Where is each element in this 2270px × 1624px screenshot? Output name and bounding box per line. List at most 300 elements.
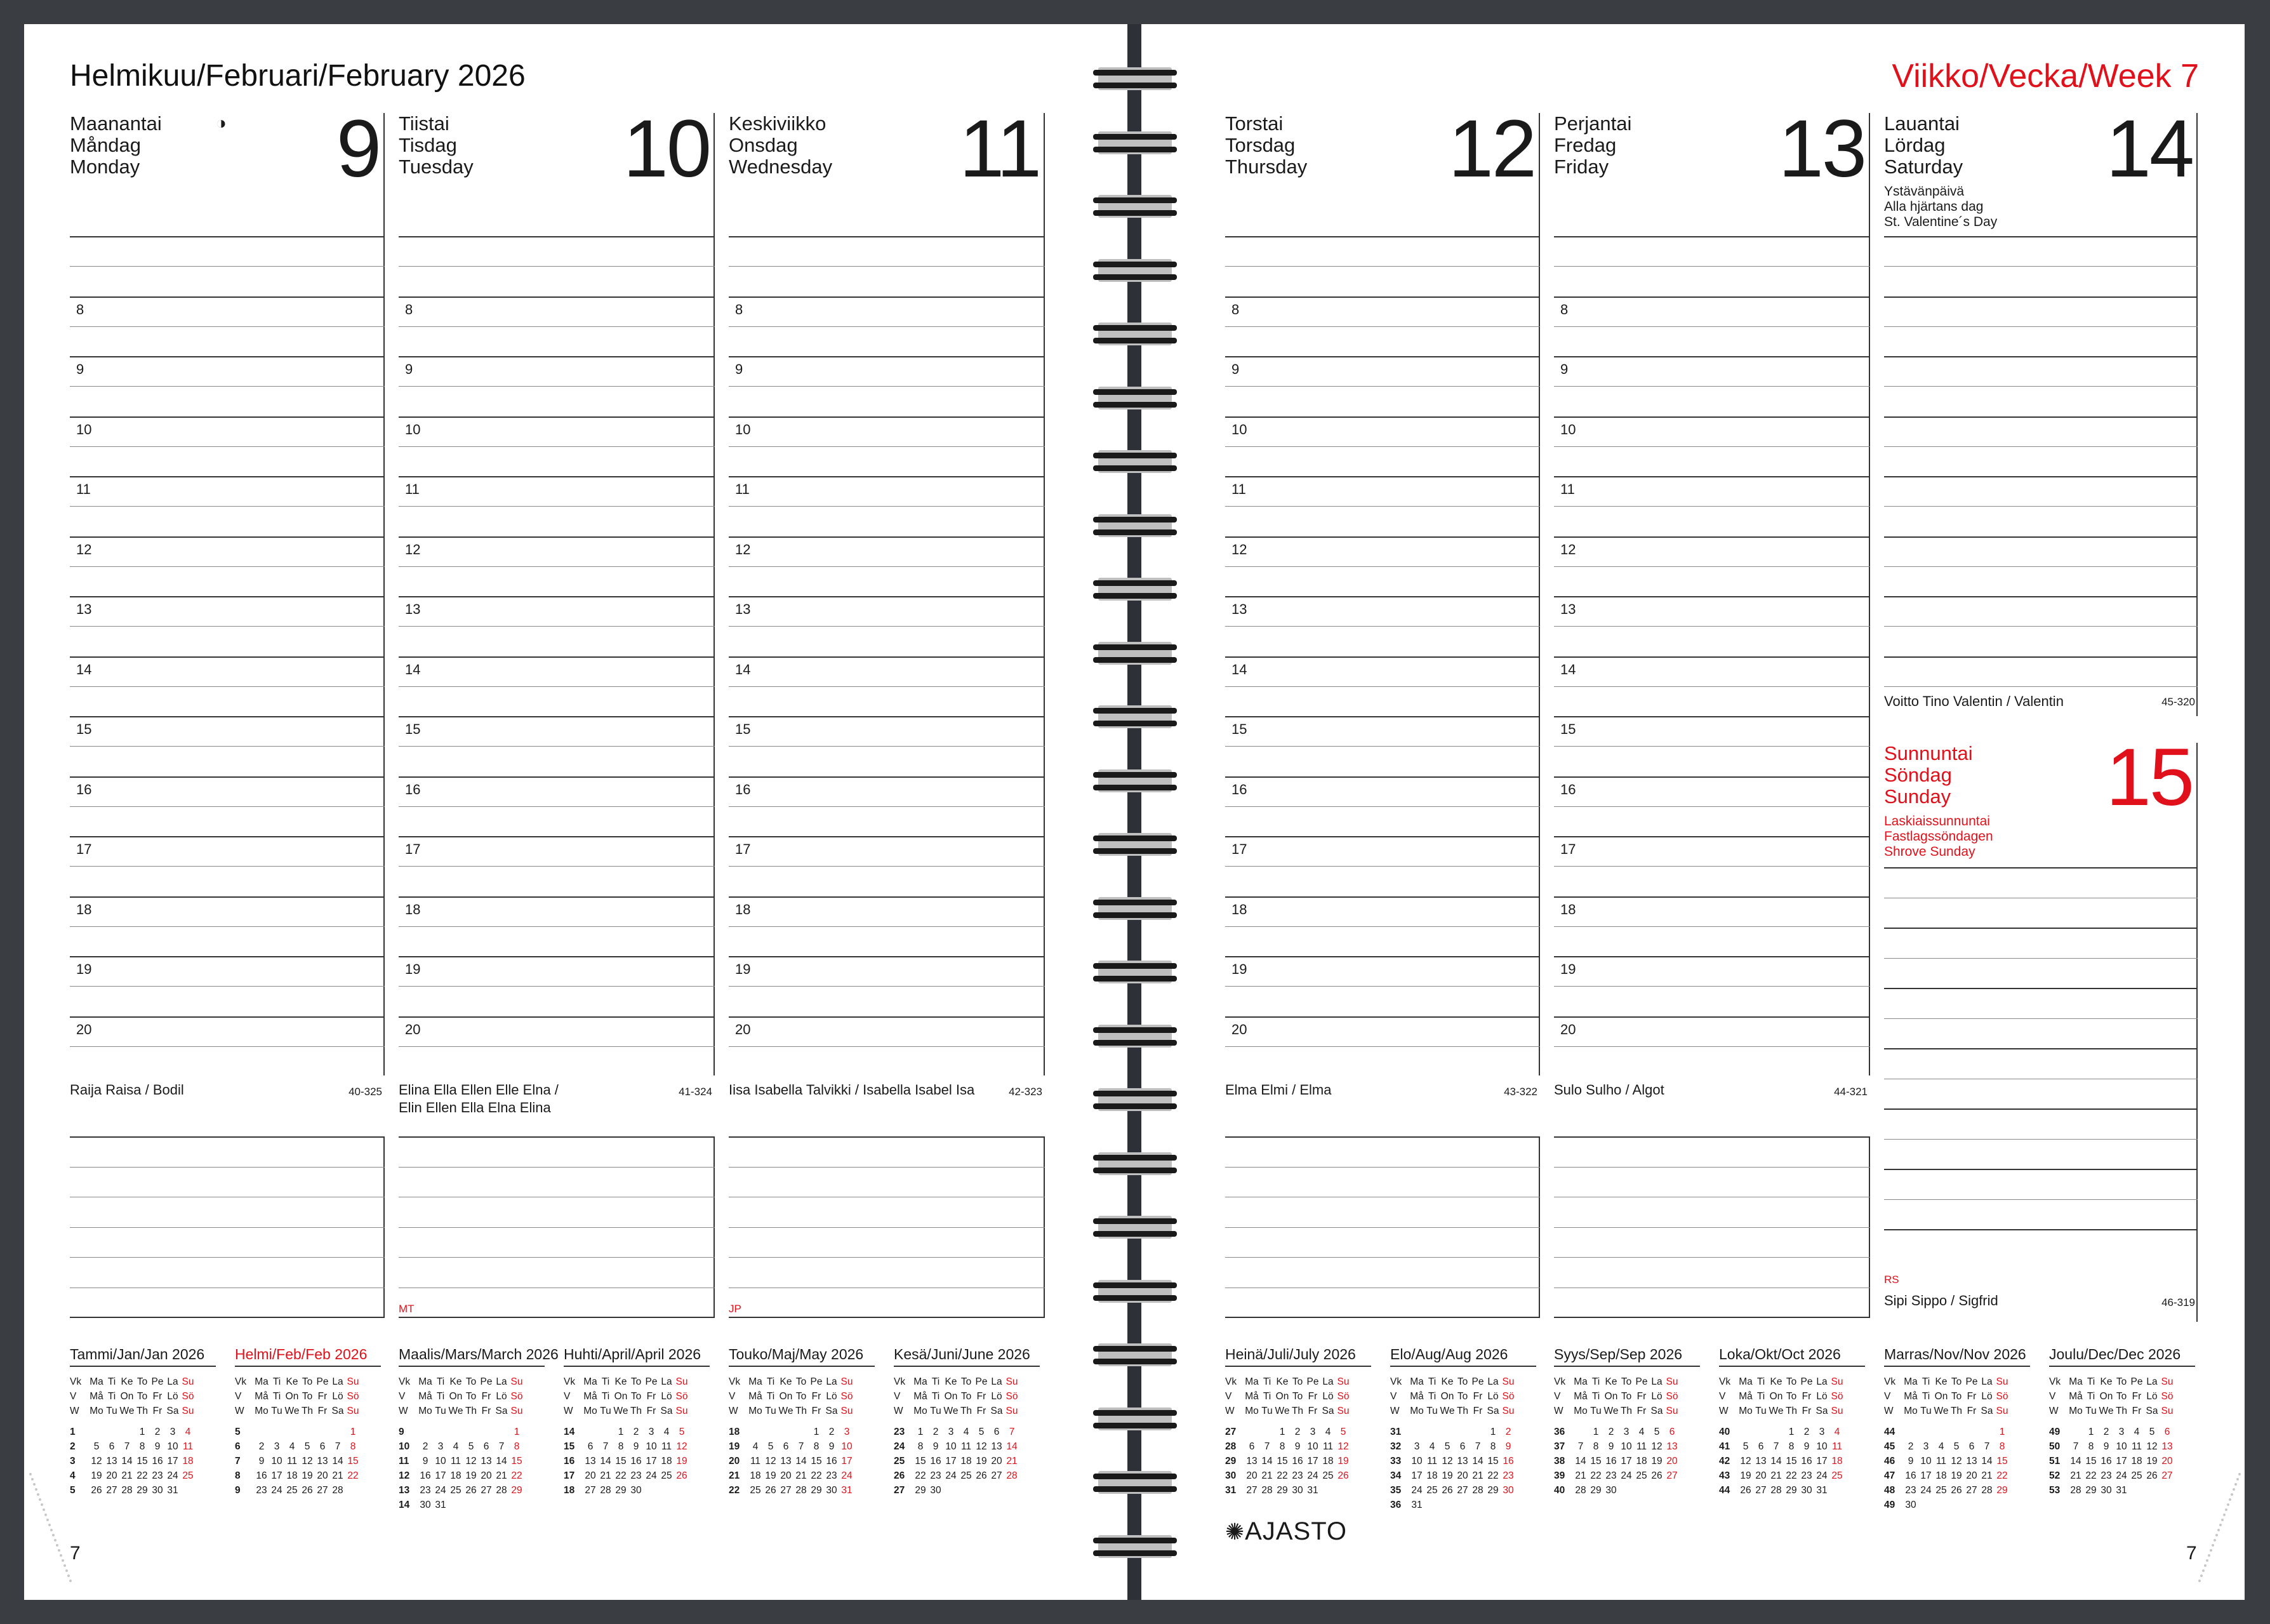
mini-day-cell: 22 [915, 1470, 926, 1481]
day-name-fi: Keskiviikko [729, 112, 826, 135]
hour-line [399, 476, 715, 477]
hour-label: 17 [76, 841, 92, 857]
mini-day-cell: 20 [1755, 1470, 1767, 1481]
mini-header-cell: Ti [931, 1391, 940, 1402]
half-hour-line [1554, 386, 1870, 387]
hour-line [1554, 836, 1870, 837]
mini-day-cell: 16 [420, 1470, 431, 1481]
logo-text: AJASTO [1245, 1517, 1348, 1545]
mini-calendar-title: Loka/Okt/Oct 2026 [1719, 1347, 1865, 1367]
mini-day-cell: 17 [167, 1456, 178, 1467]
half-hour-line [729, 746, 1045, 747]
spiral-ring [1093, 1470, 1177, 1495]
mini-day-cell: 18 [182, 1456, 194, 1467]
mini-day-cell: 2 [828, 1427, 835, 1437]
day-name-en: Wednesday [729, 156, 833, 178]
mini-day-cell: 24 [841, 1470, 853, 1481]
day-name-en: Monday [70, 156, 140, 178]
hour-line [399, 896, 715, 898]
hour-line [399, 536, 715, 538]
hour-line [399, 296, 715, 298]
mini-header-cell: On [120, 1391, 134, 1402]
mini-day-cell: 31 [167, 1485, 178, 1496]
mini-day-cell: 6 [993, 1427, 1000, 1437]
hour-line [1225, 596, 1540, 597]
mini-header-cell: We [943, 1406, 959, 1416]
mini-day-cell: 13 [2161, 1441, 2173, 1452]
mini-header-cell: Th [1785, 1406, 1798, 1416]
corner-dot [2210, 1549, 2212, 1552]
hour-line [70, 656, 385, 658]
mini-header-cell: Fr [152, 1406, 163, 1416]
day-code: 44-321 [1834, 1086, 1868, 1098]
mini-day-cell [1619, 1483, 1634, 1498]
ajasto-logo [1225, 1517, 1347, 1546]
sat-half-line [1884, 386, 2198, 387]
mini-day-cell: 18 [2131, 1456, 2142, 1467]
hour-label: 20 [1560, 1021, 1576, 1037]
corner-dot [35, 1488, 37, 1491]
mini-day-cell: 8 [1279, 1441, 1285, 1452]
mini-header-cell: V [564, 1391, 571, 1402]
mini-day-cell: 18 [1636, 1456, 1647, 1467]
mini-header-cell: Tu [1590, 1406, 1602, 1416]
mini-header-cell: Fr [1308, 1406, 1318, 1416]
day-name-sv: Torsdag [1225, 134, 1296, 156]
corner-dot [43, 1508, 45, 1511]
day-number: 12 [1448, 103, 1535, 194]
mini-day-cell: 11 [450, 1456, 461, 1467]
mini-day-cell: 13 [1666, 1441, 1678, 1452]
mini-day-cell: 14 [795, 1456, 807, 1467]
mini-day-cell: 28 [795, 1485, 807, 1496]
hour-line [70, 1016, 385, 1018]
mini-day-cell: 11 [182, 1441, 194, 1452]
notes-line [70, 1167, 385, 1168]
mini-header-cell: Su [347, 1406, 359, 1416]
mini-header-cell: Ti [1922, 1391, 1930, 1402]
mini-header-cell: V [2049, 1391, 2056, 1402]
mini-header-cell: Lö [661, 1391, 672, 1402]
sat-line [1884, 476, 2198, 477]
mini-day-cell: 11 [750, 1456, 761, 1467]
mini-day-cell: 7 [1475, 1441, 1481, 1452]
day-code: 45-320 [2161, 696, 2195, 708]
mini-day-cell [119, 1425, 135, 1439]
mini-day-cell: 21 [1981, 1470, 1993, 1481]
mini-day-cell: 20 [991, 1456, 1002, 1467]
mini-day-cell: 29 [1487, 1485, 1499, 1496]
mini-header-cell: Mo [1245, 1406, 1259, 1416]
mini-header-cell: To [960, 1376, 972, 1387]
half-hour-line [399, 746, 715, 747]
half-hour-line [729, 926, 1045, 927]
mini-day-cell: 28 [600, 1485, 611, 1496]
mini-header-cell: We [1275, 1406, 1290, 1416]
mini-day-cell [1964, 1425, 1979, 1439]
week-title: Viikko/Vecka/Week 7 [1892, 58, 2199, 95]
mini-header-cell: We [1603, 1406, 1619, 1416]
spiral-ring [1093, 321, 1177, 347]
hour-line [70, 236, 385, 237]
mini-day-cell: 10 [1621, 1441, 1632, 1452]
hour-line [70, 416, 385, 418]
mini-day-cell: 26 [1951, 1485, 1962, 1496]
mini-day-cell: 29 [1786, 1485, 1797, 1496]
mini-header-cell: Tu [1426, 1406, 1438, 1416]
mini-day-cell: 29 [136, 1485, 148, 1496]
sat-line [1884, 416, 2198, 418]
mini-day-cell: 11 [960, 1441, 972, 1452]
mini-day-cell: 22 [1996, 1470, 2008, 1481]
mini-header-cell: Fr [976, 1391, 986, 1402]
mini-day-cell: 7 [1577, 1441, 1584, 1452]
mini-calendar-title: Syys/Sep/Sep 2026 [1554, 1347, 1700, 1367]
hour-label: 10 [735, 421, 751, 437]
mini-header-cell: Ti [601, 1376, 610, 1387]
mini-day-cell: 23 [630, 1470, 642, 1481]
mini-header-cell: On [1440, 1391, 1454, 1402]
half-hour-line [399, 566, 715, 567]
corner-dot [2200, 1574, 2203, 1577]
mini-header-cell: To [1621, 1376, 1632, 1387]
mini-header-cell: Pe [1965, 1376, 1978, 1387]
mini-day-cell: 8 [350, 1441, 356, 1452]
hour-line [1225, 416, 1540, 418]
mini-day-cell [1573, 1425, 1588, 1439]
mini-header-cell: Su [1502, 1376, 1515, 1387]
hour-line [1225, 536, 1540, 538]
mini-day-cell: 7 [235, 1456, 241, 1467]
mini-header-cell: W [1554, 1406, 1563, 1416]
mini-day-cell: 2 [1505, 1427, 1511, 1437]
mini-day-cell: 22 [2085, 1470, 2097, 1481]
mini-day-cell: 18 [1831, 1456, 1843, 1467]
mini-day-cell: 28 [121, 1485, 133, 1496]
mini-header-cell: W [1225, 1406, 1235, 1416]
half-hour-line [729, 266, 1045, 267]
mini-header-cell: To [1786, 1391, 1797, 1402]
mini-day-cell [1485, 1498, 1501, 1512]
mini-day-cell: 20 [2161, 1456, 2173, 1467]
mini-calendar [70, 1347, 216, 1498]
mini-day-cell: 23 [256, 1485, 267, 1496]
mini-header-cell: Må [1245, 1391, 1259, 1402]
spiral-ring [1093, 130, 1177, 156]
mini-header-cell: V [70, 1391, 77, 1402]
hour-label: 10 [1560, 421, 1576, 437]
mini-day-cell: 52 [2049, 1470, 2061, 1481]
day-name-sv: Söndag [1884, 764, 1952, 786]
mini-day-cell: 7 [1984, 1441, 1990, 1452]
mini-header-cell: V [894, 1391, 901, 1402]
mini-day-cell: 5 [468, 1441, 474, 1452]
mini-header-cell: W [1884, 1406, 1894, 1416]
day-code: 40-325 [348, 1086, 382, 1098]
mini-day-cell: 1 [813, 1427, 820, 1437]
spiral-ring [1093, 513, 1177, 538]
mini-day-cell: 18 [661, 1456, 672, 1467]
mini-header-cell: Fr [1802, 1406, 1812, 1416]
mini-day-cell: 26 [765, 1485, 776, 1496]
hour-line [70, 956, 385, 957]
half-hour-line [729, 1046, 1045, 1047]
corner-dot [2206, 1559, 2208, 1562]
mini-calendar [2049, 1347, 2195, 1498]
mini-day-cell: 28 [1575, 1485, 1586, 1496]
mini-day-cell: 17 [271, 1470, 282, 1481]
hour-label: 19 [735, 961, 751, 977]
mini-day-cell: 30 [1605, 1485, 1617, 1496]
nameday: Voitto Tino Valentin / Valentin [1884, 693, 2064, 709]
half-hour-line [70, 626, 385, 627]
mini-day-cell [1424, 1425, 1440, 1439]
mini-header-cell: On [944, 1391, 958, 1402]
corner-dot [67, 1574, 70, 1577]
notes-line [729, 1257, 1045, 1258]
mini-day-cell: 23 [1292, 1470, 1303, 1481]
mini-day-cell: 44 [1719, 1485, 1730, 1496]
mini-header-cell: Ke [1770, 1376, 1782, 1387]
spiral-ring [1093, 258, 1177, 283]
hour-label: 13 [1560, 601, 1576, 617]
mini-day-cell: 2 [422, 1441, 428, 1452]
mini-day-cell: 9 [1908, 1456, 1914, 1467]
mini-calendar [564, 1347, 710, 1498]
hour-label: 20 [76, 1021, 92, 1037]
half-hour-line [1554, 506, 1870, 507]
mini-day-cell: 24 [1307, 1470, 1318, 1481]
mini-day-cell: 9 [1294, 1441, 1301, 1452]
mini-day-cell: 16 [930, 1456, 941, 1467]
mini-day-cell: 6 [783, 1441, 789, 1452]
mini-day-cell: 4 [963, 1427, 969, 1437]
mini-day-cell: 2 [633, 1427, 639, 1437]
mini-day-cell: 13 [1246, 1456, 1258, 1467]
mini-day-cell: 5 [978, 1427, 985, 1437]
mini-day-cell: 9 [933, 1441, 939, 1452]
mini-day-cell: 31 [1816, 1485, 1828, 1496]
hour-line [1225, 236, 1540, 237]
mini-day-cell: 12 [976, 1441, 987, 1452]
mini-day-cell: 22 [1487, 1470, 1499, 1481]
mini-day-cell: 27 [1457, 1485, 1468, 1496]
mini-day-cell: 10 [435, 1456, 446, 1467]
mini-day-cell: 13 [991, 1441, 1002, 1452]
mini-header-cell: On [2099, 1391, 2113, 1402]
mini-day-cell: 26 [1651, 1470, 1663, 1481]
hour-line [1554, 236, 1870, 237]
mini-day-cell: 9 [235, 1485, 241, 1496]
mini-day-cell: 25 [2131, 1470, 2142, 1481]
mini-day-cell: 27 [106, 1485, 117, 1496]
mini-day-cell: 35 [1390, 1485, 1402, 1496]
holiday-sv: Alla hjärtans dag [1884, 199, 1984, 214]
mini-day-cell: 12 [676, 1441, 687, 1452]
hour-label: 18 [735, 901, 751, 917]
mini-day-cell: 25 [1426, 1485, 1438, 1496]
hour-line [1225, 836, 1540, 837]
mini-header-cell: Ti [107, 1376, 116, 1387]
notes-line [1225, 1257, 1540, 1258]
mini-header-cell: Lö [1322, 1391, 1334, 1402]
mini-day-cell: 17 [646, 1456, 657, 1467]
mini-header-cell: We [1769, 1406, 1784, 1416]
mini-day-cell: 26 [302, 1485, 313, 1496]
mini-header-cell: Su [675, 1406, 688, 1416]
mini-day-cell: 5 [1953, 1441, 1960, 1452]
mini-day-cell: 9 [2103, 1441, 2109, 1452]
mini-day-cell: 4 [1834, 1427, 1840, 1437]
mini-header-cell: Pe [2130, 1376, 2143, 1387]
mini-day-cell: 29 [511, 1485, 522, 1496]
mini-day-cell: 21 [1575, 1470, 1586, 1481]
mini-day-cell: 18 [1935, 1470, 1947, 1481]
mini-header-cell: Su [510, 1406, 523, 1416]
hour-label: 16 [76, 781, 92, 797]
mini-header-cell: We [2099, 1406, 2114, 1416]
mini-header-cell: Ti [2087, 1376, 2095, 1387]
mini-day-cell: 17 [1816, 1456, 1828, 1467]
mini-day-cell: 28 [1472, 1485, 1483, 1496]
sat-line [1884, 596, 2198, 597]
mini-day-cell: 1 [618, 1427, 624, 1437]
mini-header-cell: Fr [1636, 1406, 1647, 1416]
hour-line [399, 1016, 715, 1018]
corner-dot [41, 1503, 43, 1506]
mini-day-cell: 24 [2116, 1470, 2127, 1481]
mini-day-cell: 30 [1801, 1485, 1812, 1496]
nameday: Sulo Sulho / Algot [1554, 1082, 1664, 1098]
mini-day-cell: 1 [70, 1427, 76, 1437]
mini-header-cell: Ti [272, 1376, 281, 1387]
mini-day-cell: 2 [1608, 1427, 1614, 1437]
mini-header-cell: To [960, 1391, 972, 1402]
mini-day-cell: 27 [1755, 1485, 1767, 1496]
spiral-ring [1093, 896, 1177, 921]
corner-dot [2212, 1544, 2214, 1547]
mini-header-cell: Må [583, 1391, 597, 1402]
mini-day-cell: 21 [496, 1470, 507, 1481]
mini-header-cell: Mo [1904, 1406, 1918, 1416]
mini-header-cell: Ke [2100, 1376, 2113, 1387]
mini-day-cell: 5 [1742, 1441, 1749, 1452]
mini-header-cell: Må [748, 1391, 762, 1402]
mini-calendar [1554, 1347, 1700, 1498]
mini-day-cell: 14 [1006, 1441, 1018, 1452]
corner-dot [33, 1483, 36, 1486]
mini-header-cell: W [235, 1406, 244, 1416]
day-name-en: Sunday [1884, 785, 1951, 808]
mini-header-cell: Fr [1473, 1406, 1483, 1416]
mini-day-cell: 20 [1457, 1470, 1468, 1481]
mini-day-cell: 15 [811, 1456, 822, 1467]
corner-dot [54, 1539, 56, 1541]
mini-header-cell: Fr [317, 1391, 328, 1402]
mini-day-cell: 30 [1292, 1485, 1303, 1496]
mini-day-cell: 2 [2103, 1427, 2109, 1437]
mini-day-cell: 9 [399, 1427, 404, 1437]
mini-day-cell: 13 [1755, 1456, 1767, 1467]
mini-day-cell: 3 [1310, 1427, 1316, 1437]
mini-day-cell: 40 [1719, 1427, 1730, 1437]
mini-day-cell: 26 [465, 1485, 477, 1496]
half-moon-icon: ◑ [216, 113, 227, 133]
mini-calendar-title: Elo/Aug/Aug 2026 [1390, 1347, 1536, 1367]
mini-day-cell: 50 [2049, 1441, 2061, 1452]
mini-header-cell: Th [136, 1406, 149, 1416]
mini-day-cell: 3 [274, 1441, 280, 1452]
mini-day-cell: 26 [894, 1470, 905, 1481]
half-hour-line [1225, 806, 1540, 807]
sun-line [1884, 958, 2198, 959]
holiday-en: St. Valentine´s Day [1884, 215, 1998, 229]
half-hour-line [1554, 806, 1870, 807]
mini-day-cell: 19 [765, 1470, 776, 1481]
mini-day-cell: 30 [420, 1500, 431, 1510]
mini-header-cell: To [795, 1391, 807, 1402]
mini-header-cell: To [1457, 1391, 1468, 1402]
mini-day-cell: 2 [1908, 1441, 1914, 1452]
mini-day-cell: 16 [630, 1456, 642, 1467]
mini-day-cell: 30 [152, 1485, 163, 1496]
mini-day-cell: 29 [1590, 1485, 1602, 1496]
mini-header-cell: La [661, 1376, 672, 1387]
mini-day-cell: 4 [663, 1427, 670, 1437]
hour-line [729, 536, 1045, 538]
mini-day-cell [1829, 1483, 1845, 1498]
mini-header-cell: Sa [1815, 1406, 1828, 1416]
hour-line [729, 356, 1045, 357]
mini-day-cell: 2 [933, 1427, 939, 1437]
mini-day-cell [1934, 1425, 1949, 1439]
mini-day-cell: 27 [991, 1470, 1002, 1481]
mini-day-cell: 24 [646, 1470, 657, 1481]
mini-header-cell: Ti [107, 1391, 116, 1402]
mini-day-cell: 14 [1770, 1456, 1782, 1467]
mini-day-cell: 11 [1636, 1441, 1647, 1452]
mini-day-cell: 20 [1966, 1470, 1977, 1481]
mini-header-cell: Ti [1428, 1376, 1437, 1387]
mini-day-cell [1440, 1425, 1455, 1439]
mini-day-cell: 19 [1951, 1470, 1962, 1481]
hour-label: 13 [405, 601, 421, 617]
hour-line [1554, 656, 1870, 658]
sun-line [1884, 1199, 2198, 1200]
mini-header-cell: La [1322, 1376, 1334, 1387]
mini-day-cell: 20 [780, 1470, 792, 1481]
mini-header-cell: Ti [272, 1391, 281, 1402]
mini-day-cell [674, 1483, 689, 1498]
mini-day-cell: 31 [1411, 1500, 1423, 1510]
corner-dot [63, 1564, 66, 1567]
mini-day-cell: 7 [1773, 1441, 1779, 1452]
mini-header-cell: To [465, 1391, 477, 1402]
mini-day-cell: 25 [450, 1485, 461, 1496]
mini-day-cell: 19 [1740, 1470, 1751, 1481]
half-hour-line [399, 506, 715, 507]
hour-line [729, 1016, 1045, 1018]
nameday: Elma Elmi / Elma [1225, 1082, 1332, 1098]
spiral-ring [1093, 1087, 1177, 1112]
mini-header-cell: Ti [1591, 1376, 1600, 1387]
mini-header-cell: Pe [1471, 1376, 1484, 1387]
mini-header-cell: Fr [646, 1406, 656, 1416]
mini-header-cell: La [496, 1376, 507, 1387]
notes-line [70, 1227, 385, 1228]
half-hour-line [399, 1046, 715, 1047]
mini-header-cell: Ke [1605, 1376, 1617, 1387]
